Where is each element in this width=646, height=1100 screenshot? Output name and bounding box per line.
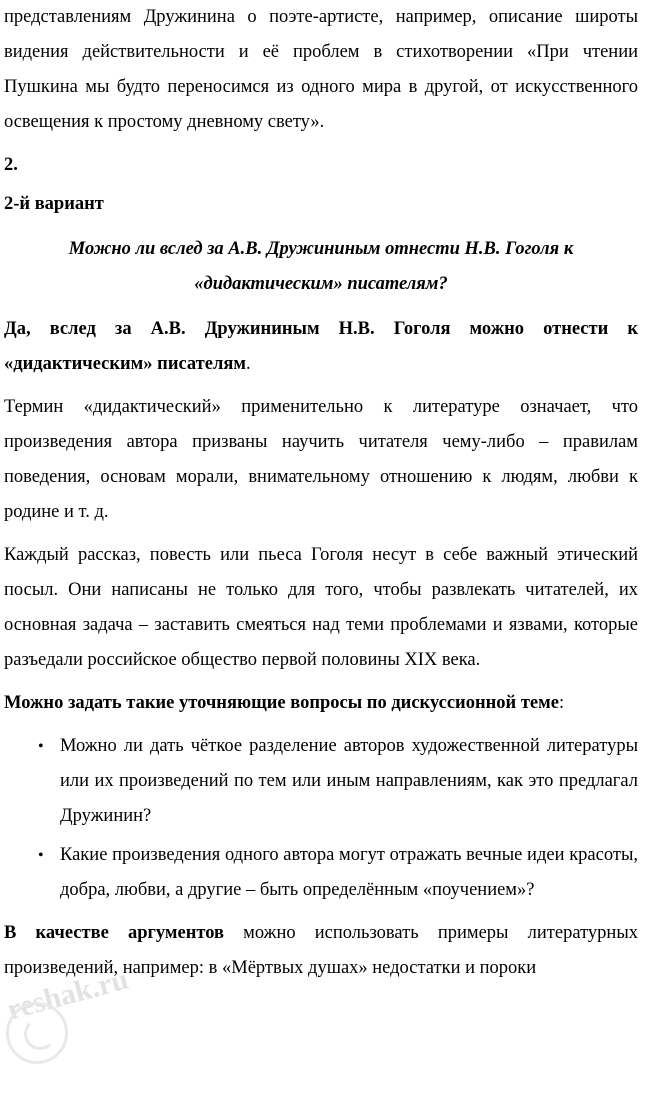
questions-lead-paragraph (4, 686, 638, 721)
list-item: • Можно ли дать чёткое разделение авторов художественной литературы или их произведений по тем или иным направлениям, как это предлагал Дружинин? (38, 729, 638, 834)
section-number: 2. (4, 155, 18, 175)
watermark-circle-icon (6, 1002, 68, 1064)
arguments-paragraph (4, 916, 638, 986)
variant-label: 2-й вариант (4, 194, 104, 214)
arguments-bold: В качестве аргументов (4, 923, 224, 943)
answer-paragraph (4, 312, 638, 382)
answer-tail: . (245, 354, 251, 374)
questions-lead-tail: : (558, 693, 565, 713)
discussion-question: Можно ли вслед за А.В. Дружининым отнести Н.В. Гоголя к «дидактическим» писателям? (68, 239, 574, 294)
answer-bold: Да, вслед за А.В. Дружининым Н.В. Гоголя можно отнести к «дидактическим» писателям (4, 319, 638, 374)
arguments-tail: можно использовать примеры литературных произведений, например: в «Мёртвых душах» недостатки и пороки (4, 923, 638, 978)
questions-lead-bold: Можно задать такие уточняющие вопросы по дискуссионной теме (4, 693, 559, 713)
paragraph-gogol-ethics: Каждый рассказ, повесть или пьеса Гоголя несут в себе важный этический посыл. Они написаны не только для того, чтобы развлекать читателей, их основная задача – заставить смеяться над теми проблемами и язвами, которые разъедали российское общество первой половины XIX века. (4, 545, 638, 670)
watermark-text: reshak.ru (3, 962, 132, 1027)
clarifying-questions-list (4, 729, 638, 908)
list-item: • Какие произведения одного автора могут отражать вечные идеи красоты, добра, любви, а другие – быть определённым «поучением»? (38, 838, 638, 908)
paragraph-term-definition: Термин «дидактический» применительно к литературе означает, что произведения автора призваны научить читателя чему-либо – правилам поведения, основам морали, внимательному отношению к людям, любви к родине и т. д. (4, 397, 638, 522)
paragraph-intro-continuation: представлениям Дружинина о поэте-артисте, например, описание широты видения действительности и её проблем в стихотворении «При чтении Пушкина мы будто переносимся из одного мира в другой, от искусственного освещения к простому дневному свету». (4, 7, 638, 132)
watermark-arc-icon (24, 1018, 56, 1050)
